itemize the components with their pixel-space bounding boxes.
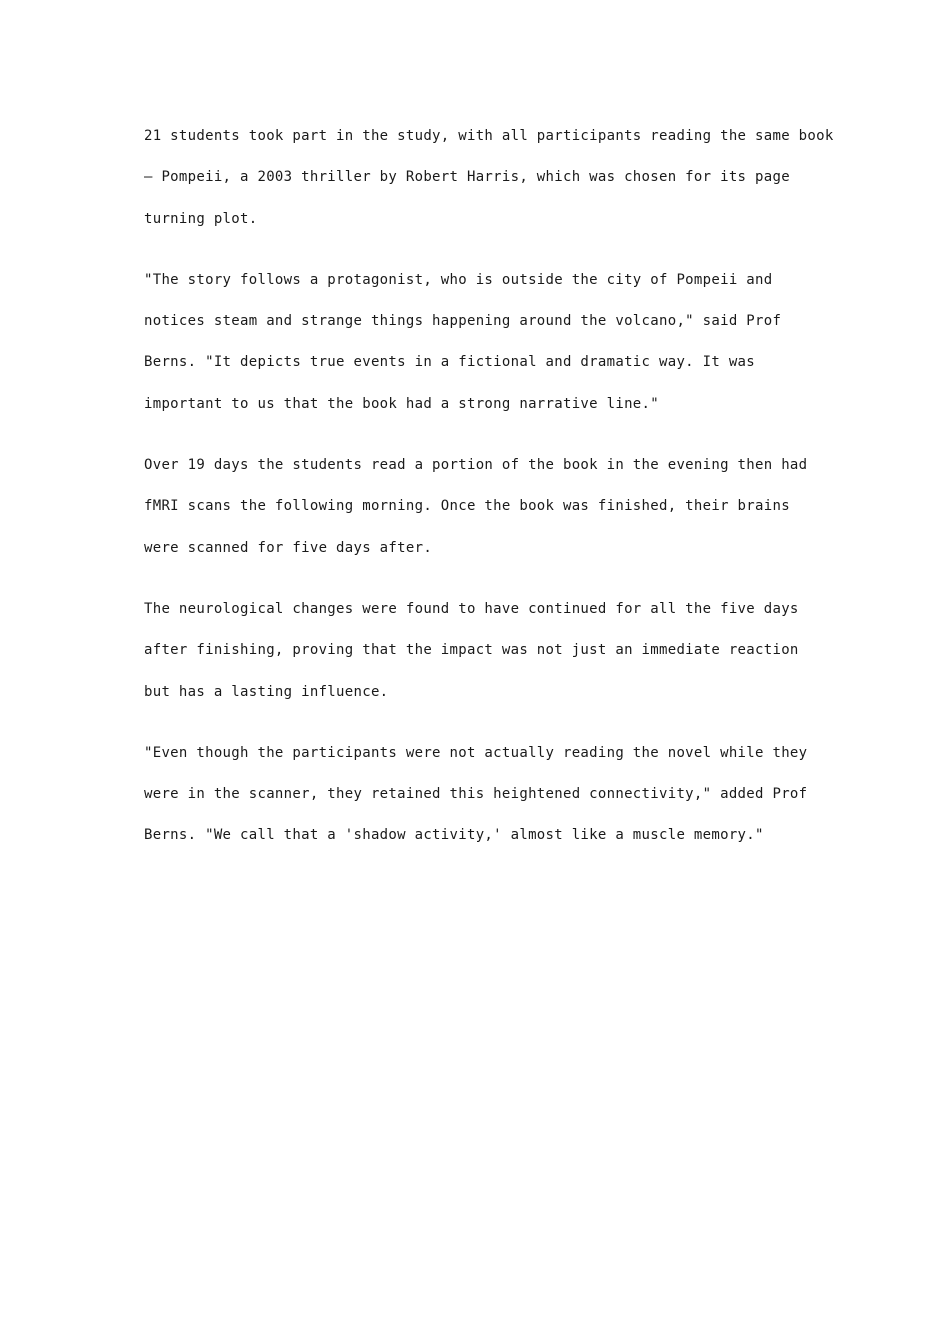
paragraph-study-overview — [144, 116, 834, 240]
paragraph-shadow-activity-quote — [144, 733, 824, 857]
paragraph-story-quote — [144, 260, 824, 425]
text-line: "The story follows a protagonist, who is outside the city of Pompeii and — [144, 271, 773, 288]
text-line: "Even though the participants were not actually reading the novel while they — [144, 744, 808, 761]
text-line: were in the scanner, they retained this heightened connectivity," added Prof — [144, 786, 808, 803]
text-line: The neurological changes were found to have continued for all the five days — [144, 600, 799, 617]
text-line: notices steam and strange things happening around the volcano," said Prof — [144, 313, 782, 330]
text-line: important to us that the book had a strong narrative line." — [144, 395, 659, 412]
article-body — [144, 116, 834, 877]
text-line: were scanned for five days after. — [144, 539, 433, 556]
text-line: Berns. "We call that a 'shadow activity,' almost like a muscle memory." — [144, 827, 764, 844]
paragraph-findings — [144, 589, 824, 713]
text-line: turning plot. — [144, 210, 258, 227]
text-line: Berns. "It depicts true events in a fictional and dramatic way. It was — [144, 354, 756, 371]
text-line: – Pompeii, a 2003 thriller by Robert Harris, which was chosen for its page — [144, 169, 790, 186]
text-line: after finishing, proving that the impact was not just an immediate reaction — [144, 642, 799, 659]
text-line: fMRI scans the following morning. Once the book was finished, their brains — [144, 498, 790, 515]
paragraph-method — [144, 445, 824, 569]
text-line: but has a lasting influence. — [144, 683, 389, 700]
text-line: 21 students took part in the study, with all participants reading the same book — [144, 128, 834, 144]
text-line: Over 19 days the students read a portion of the book in the evening then had — [144, 457, 808, 474]
